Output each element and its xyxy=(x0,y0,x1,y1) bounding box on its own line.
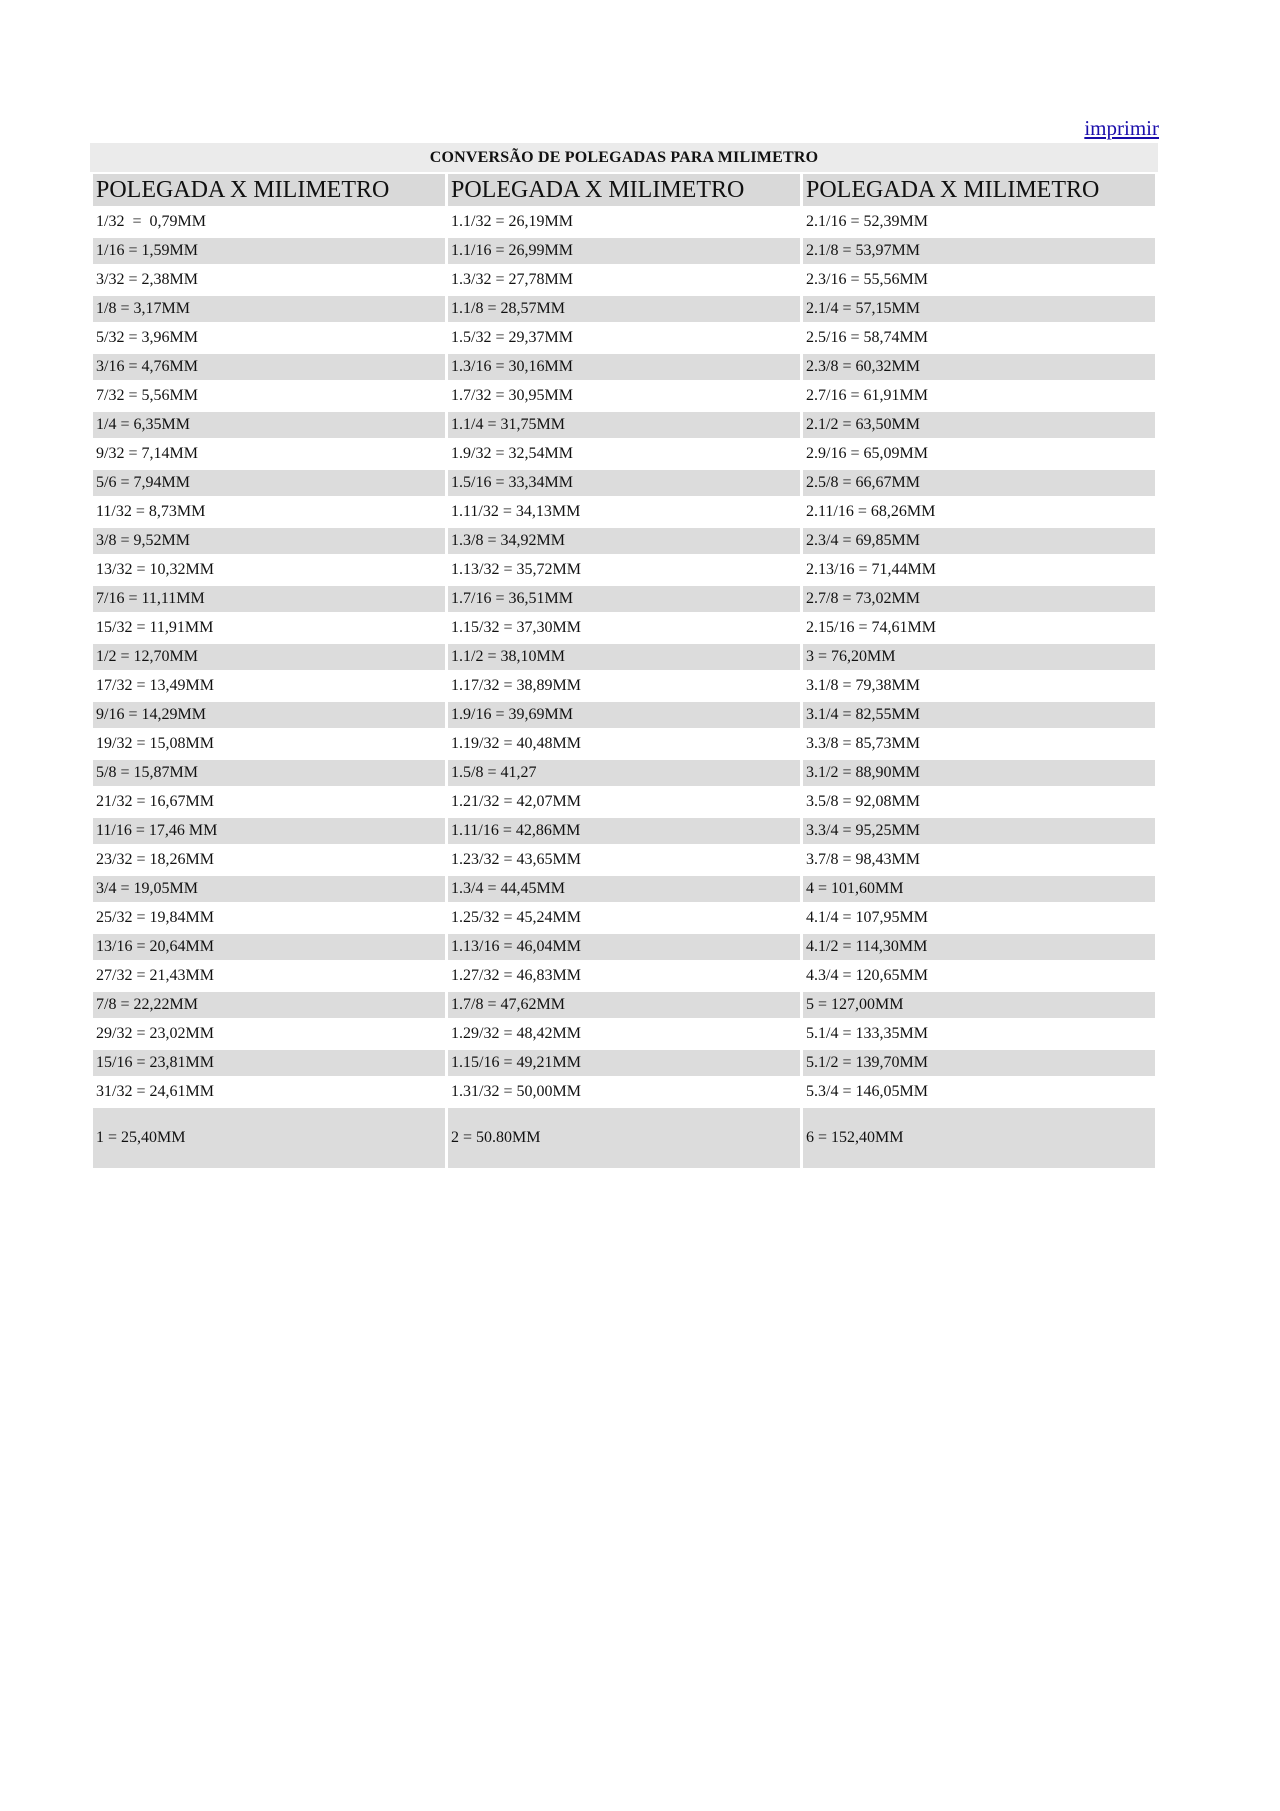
table-cell: 3.7/8 = 98,43MM xyxy=(803,847,1155,873)
table-row xyxy=(93,789,1155,815)
table-cell: 2.3/16 = 55,56MM xyxy=(803,267,1155,293)
table-cell: 2.3/4 = 69,85MM xyxy=(803,528,1155,554)
table-cell: 1.1/16 = 26,99MM xyxy=(448,238,800,264)
table-cell: 2.1/8 = 53,97MM xyxy=(803,238,1155,264)
table-cell: 2.5/16 = 58,74MM xyxy=(803,325,1155,351)
table-cell: 2.13/16 = 71,44MM xyxy=(803,557,1155,583)
conversion-table xyxy=(90,171,1158,1171)
table-cell: 4.1/2 = 114,30MM xyxy=(803,934,1155,960)
table-cell: 31/32 = 24,61MM xyxy=(93,1079,445,1105)
table-cell: 5.1/4 = 133,35MM xyxy=(803,1021,1155,1047)
table-cell: 2.1/2 = 63,50MM xyxy=(803,412,1155,438)
table-cell: 3/4 = 19,05MM xyxy=(93,876,445,902)
table-cell: 2.7/16 = 61,91MM xyxy=(803,383,1155,409)
table-cell: 2.9/16 = 65,09MM xyxy=(803,441,1155,467)
table-cell: 1/2 = 12,70MM xyxy=(93,644,445,670)
table-cell: 17/32 = 13,49MM xyxy=(93,673,445,699)
table-cell: 1.27/32 = 46,83MM xyxy=(448,963,800,989)
table-cell: 9/16 = 14,29MM xyxy=(93,702,445,728)
table-cell: 3.1/2 = 88,90MM xyxy=(803,760,1155,786)
table-row xyxy=(93,644,1155,670)
table-cell: 1.1/4 = 31,75MM xyxy=(448,412,800,438)
table-cell: 3/8 = 9,52MM xyxy=(93,528,445,554)
table-cell: 7/32 = 5,56MM xyxy=(93,383,445,409)
table-cell: 2.7/8 = 73,02MM xyxy=(803,586,1155,612)
table-cell: 1.9/32 = 32,54MM xyxy=(448,441,800,467)
table-cell: 2.3/8 = 60,32MM xyxy=(803,354,1155,380)
conversion-table-container xyxy=(90,143,1158,1171)
table-cell: 3.3/8 = 85,73MM xyxy=(803,731,1155,757)
table-cell: 1.9/16 = 39,69MM xyxy=(448,702,800,728)
table-cell: 11/32 = 8,73MM xyxy=(93,499,445,525)
table-row xyxy=(93,702,1155,728)
table-row xyxy=(93,905,1155,931)
table-row xyxy=(93,1079,1155,1105)
table-cell: 21/32 = 16,67MM xyxy=(93,789,445,815)
table-cell: 1.5/8 = 41,27 xyxy=(448,760,800,786)
table-row xyxy=(93,586,1155,612)
table-cell: 3/16 = 4,76MM xyxy=(93,354,445,380)
table-cell: 15/32 = 11,91MM xyxy=(93,615,445,641)
table-row xyxy=(93,1108,1155,1168)
table-cell: 2.1/16 = 52,39MM xyxy=(803,209,1155,235)
table-row xyxy=(93,992,1155,1018)
table-row xyxy=(93,934,1155,960)
table-cell: 1.1/8 = 28,57MM xyxy=(448,296,800,322)
table-cell: 11/16 = 17,46 MM xyxy=(93,818,445,844)
table-cell: 1.1/2 = 38,10MM xyxy=(448,644,800,670)
table-row xyxy=(93,847,1155,873)
table-cell: 1.1/32 = 26,19MM xyxy=(448,209,800,235)
table-row xyxy=(93,731,1155,757)
table-row xyxy=(93,528,1155,554)
table-cell: 2.11/16 = 68,26MM xyxy=(803,499,1155,525)
table-title: CONVERSÃO DE POLEGADAS PARA MILIMETRO xyxy=(90,143,1158,172)
table-cell: 3.1/8 = 79,38MM xyxy=(803,673,1155,699)
table-row xyxy=(93,818,1155,844)
table-row xyxy=(93,615,1155,641)
column-header: POLEGADA X MILIMETRO xyxy=(803,174,1155,206)
header-row xyxy=(93,174,1155,206)
table-row xyxy=(93,296,1155,322)
table-cell: 1/16 = 1,59MM xyxy=(93,238,445,264)
table-cell: 1/32 = 0,79MM xyxy=(93,209,445,235)
table-cell: 1.3/4 = 44,45MM xyxy=(448,876,800,902)
table-cell: 1.25/32 = 45,24MM xyxy=(448,905,800,931)
table-cell: 1.21/32 = 42,07MM xyxy=(448,789,800,815)
table-row xyxy=(93,325,1155,351)
table-cell: 23/32 = 18,26MM xyxy=(93,847,445,873)
table-row xyxy=(93,267,1155,293)
table-cell: 5 = 127,00MM xyxy=(803,992,1155,1018)
table-row xyxy=(93,1021,1155,1047)
table-cell: 1 = 25,40MM xyxy=(93,1108,445,1168)
table-row xyxy=(93,238,1155,264)
table-cell: 4 = 101,60MM xyxy=(803,876,1155,902)
table-cell: 1.29/32 = 48,42MM xyxy=(448,1021,800,1047)
table-cell: 29/32 = 23,02MM xyxy=(93,1021,445,1047)
table-cell: 9/32 = 7,14MM xyxy=(93,441,445,467)
table-row xyxy=(93,470,1155,496)
table-cell: 1.15/16 = 49,21MM xyxy=(448,1050,800,1076)
table-cell: 1.7/32 = 30,95MM xyxy=(448,383,800,409)
table-cell: 3.5/8 = 92,08MM xyxy=(803,789,1155,815)
table-row xyxy=(93,383,1155,409)
table-cell: 4.1/4 = 107,95MM xyxy=(803,905,1155,931)
table-cell: 1.11/16 = 42,86MM xyxy=(448,818,800,844)
table-cell: 3 = 76,20MM xyxy=(803,644,1155,670)
table-cell: 1.31/32 = 50,00MM xyxy=(448,1079,800,1105)
table-cell: 1.17/32 = 38,89MM xyxy=(448,673,800,699)
table-cell: 1.7/16 = 36,51MM xyxy=(448,586,800,612)
table-cell: 1.5/16 = 33,34MM xyxy=(448,470,800,496)
table-cell: 5/6 = 7,94MM xyxy=(93,470,445,496)
table-cell: 1.13/16 = 46,04MM xyxy=(448,934,800,960)
table-cell: 15/16 = 23,81MM xyxy=(93,1050,445,1076)
table-cell: 3.1/4 = 82,55MM xyxy=(803,702,1155,728)
table-cell: 2.1/4 = 57,15MM xyxy=(803,296,1155,322)
table-cell: 19/32 = 15,08MM xyxy=(93,731,445,757)
table-cell: 1.5/32 = 29,37MM xyxy=(448,325,800,351)
table-cell: 1.7/8 = 47,62MM xyxy=(448,992,800,1018)
table-row xyxy=(93,1050,1155,1076)
column-header: POLEGADA X MILIMETRO xyxy=(93,174,445,206)
table-cell: 1.19/32 = 40,48MM xyxy=(448,731,800,757)
table-body xyxy=(93,209,1155,1168)
table-row xyxy=(93,963,1155,989)
table-cell: 1.15/32 = 37,30MM xyxy=(448,615,800,641)
table-cell: 13/16 = 20,64MM xyxy=(93,934,445,960)
table-cell: 1.3/16 = 30,16MM xyxy=(448,354,800,380)
table-row xyxy=(93,209,1155,235)
table-cell: 3/32 = 2,38MM xyxy=(93,267,445,293)
table-cell: 5.3/4 = 146,05MM xyxy=(803,1079,1155,1105)
table-row xyxy=(93,354,1155,380)
table-cell: 7/8 = 22,22MM xyxy=(93,992,445,1018)
table-cell: 27/32 = 21,43MM xyxy=(93,963,445,989)
table-row xyxy=(93,499,1155,525)
table-cell: 13/32 = 10,32MM xyxy=(93,557,445,583)
table-cell: 1/4 = 6,35MM xyxy=(93,412,445,438)
table-cell: 1/8 = 3,17MM xyxy=(93,296,445,322)
table-row xyxy=(93,557,1155,583)
table-cell: 1.13/32 = 35,72MM xyxy=(448,557,800,583)
table-row xyxy=(93,760,1155,786)
table-cell: 1.11/32 = 34,13MM xyxy=(448,499,800,525)
table-cell: 3.3/4 = 95,25MM xyxy=(803,818,1155,844)
table-cell: 5.1/2 = 139,70MM xyxy=(803,1050,1155,1076)
table-cell: 5/32 = 3,96MM xyxy=(93,325,445,351)
table-cell: 7/16 = 11,11MM xyxy=(93,586,445,612)
table-cell: 4.3/4 = 120,65MM xyxy=(803,963,1155,989)
column-header: POLEGADA X MILIMETRO xyxy=(448,174,800,206)
table-cell: 5/8 = 15,87MM xyxy=(93,760,445,786)
table-cell: 2.5/8 = 66,67MM xyxy=(803,470,1155,496)
table-row xyxy=(93,441,1155,467)
table-cell: 1.23/32 = 43,65MM xyxy=(448,847,800,873)
table-cell: 6 = 152,40MM xyxy=(803,1108,1155,1168)
table-row xyxy=(93,876,1155,902)
table-cell: 2.15/16 = 74,61MM xyxy=(803,615,1155,641)
print-link[interactable]: imprimir xyxy=(1084,116,1159,140)
table-row xyxy=(93,673,1155,699)
table-cell: 2 = 50.80MM xyxy=(448,1108,800,1168)
table-cell: 1.3/32 = 27,78MM xyxy=(448,267,800,293)
table-cell: 25/32 = 19,84MM xyxy=(93,905,445,931)
table-row xyxy=(93,412,1155,438)
table-cell: 1.3/8 = 34,92MM xyxy=(448,528,800,554)
